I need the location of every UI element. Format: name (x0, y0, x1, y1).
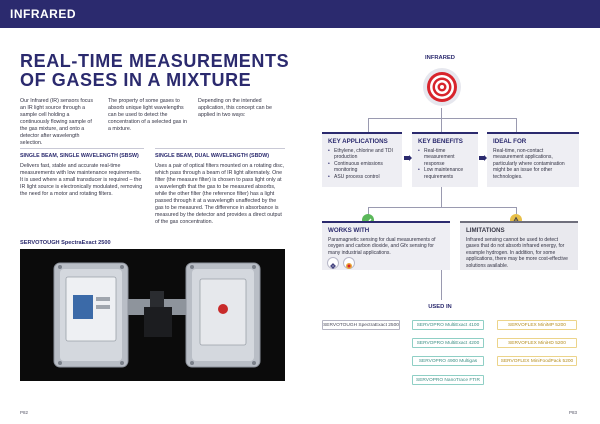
card-text: Paramagnetic sensing for dual measurements of oxygen and carbon dioxide, and Gfx sensing for many industrial applications. (328, 237, 436, 256)
product-chip: SERVOFLEX MiniHD 5200 (497, 338, 577, 348)
list-item: • Real-time measurement response (418, 148, 472, 167)
paramagnetic-icon (327, 257, 339, 269)
product-chip: SERVOFLEX MiniFoodPack 5200 (497, 356, 577, 366)
gfx-sensor-icon (343, 257, 355, 269)
connector-line (441, 118, 442, 132)
connector-line (441, 108, 442, 118)
sbsw-text: Delivers fast, stable and accurate real-time measurements with low maintenance requirements. It is used where a small transducer is required – the IR light source is electronically modulated, removing the need for a motor and rotating filters. (20, 163, 143, 197)
sbsw-heading: SINGLE BEAM, SINGLE WAVELENGTH (SBSW) (20, 153, 139, 159)
intro-paragraph-1: Our Infrared (IR) sensors focus an IR light source through a sample cell holding a continuously flowing sample of the gas mixture, and onto a detector after wavelength selection. (20, 98, 94, 146)
product-chip: SERVOPRO NanoTrace FTIR (412, 375, 484, 385)
list-item: • Continuous emissions monitoring (328, 161, 396, 174)
card-text: Infrared sensing cannot be used to detect gases that do not absorb infrared energy, for example hydrogen. In addition, for some applications, there may be more cost-effective solutions available. (466, 237, 568, 269)
connector-line (441, 187, 442, 207)
section-header-bar (0, 0, 600, 28)
card-text: Real-time, non-contact measurement applications, particularly where contamination might be an issue for other technologies. (493, 148, 565, 180)
benefits-list (418, 148, 472, 180)
card-title: WORKS WITH (328, 227, 370, 234)
analyzer-illustration (20, 249, 285, 381)
applications-list (328, 148, 396, 180)
card-title: LIMITATIONS (466, 227, 505, 234)
card-title: KEY BENEFITS (418, 138, 463, 145)
intro-paragraph-2: The property of some gases to absorb unique light wavelengths can be used to detect the concentration of a selected gas in a mixture. (108, 98, 187, 132)
product-chip: SERVOPRO MultiExact 4200 (412, 338, 484, 348)
page-number-right: P83 (569, 410, 578, 415)
sbdw-heading: SINGLE BEAM, DUAL WAVELENGTH (SBDW) (155, 153, 269, 159)
section-title: INFRARED (10, 7, 76, 21)
intro-paragraph-3: Depending on the intended application, this concept can be applied in two ways: (198, 98, 272, 118)
list-item: • ASU process control (328, 174, 396, 180)
list-item: • Ethylene, chlorine and TDI production (328, 148, 396, 161)
used-in-label: USED IN (428, 304, 452, 310)
sbdw-text: Uses a pair of optical filters mounted on a rotating disc, which pass through a beam of IR light alternately. One filter (the measure filter) is chosen to pass light only at a wavelength that the gas to be measured absorbs, while the other filter (the reference filter) has a light passed through it at a wavelength unaffected by the gas to be measured. The difference in absorbance is measured by the detector and provides a direct output of the gas concentration. (155, 163, 284, 225)
divider (155, 148, 285, 149)
product-chip: SERVOPRO MultiExact 4100 (412, 320, 484, 330)
arrow-right-icon (404, 155, 412, 161)
infrared-label: INFRARED (425, 55, 455, 61)
card-ideal-for (487, 132, 579, 187)
product-chip: SERVOPRO 4900 Multigas (412, 356, 484, 366)
arrow-right-icon (479, 155, 487, 161)
connector-line (441, 270, 442, 300)
card-works-with (322, 221, 450, 270)
divider (20, 148, 144, 149)
card-limitations (460, 221, 578, 270)
card-key-applications (322, 132, 402, 187)
page-title: REAL-TIME MEASUREMENTS OF GASES IN A MIXTURE (20, 51, 290, 90)
connector-line (368, 118, 516, 119)
card-key-benefits (412, 132, 478, 187)
connector-line (368, 118, 369, 132)
list-item: • Low maintenance requirements (418, 167, 472, 180)
card-title: IDEAL FOR (493, 138, 527, 145)
connector-line (516, 118, 517, 132)
product-image (20, 249, 285, 381)
product-caption: SERVOTOUGH SpectraExact 2500 (20, 240, 111, 246)
card-title: KEY APPLICATIONS (328, 138, 388, 145)
page-number-left: P82 (20, 410, 29, 415)
connector-line (368, 207, 516, 208)
target-icon (422, 67, 462, 107)
product-chip: SERVOTOUGH SpectraExact 2500 (322, 320, 400, 330)
product-chip: SERVOFLEX MiniMP 5200 (497, 320, 577, 330)
